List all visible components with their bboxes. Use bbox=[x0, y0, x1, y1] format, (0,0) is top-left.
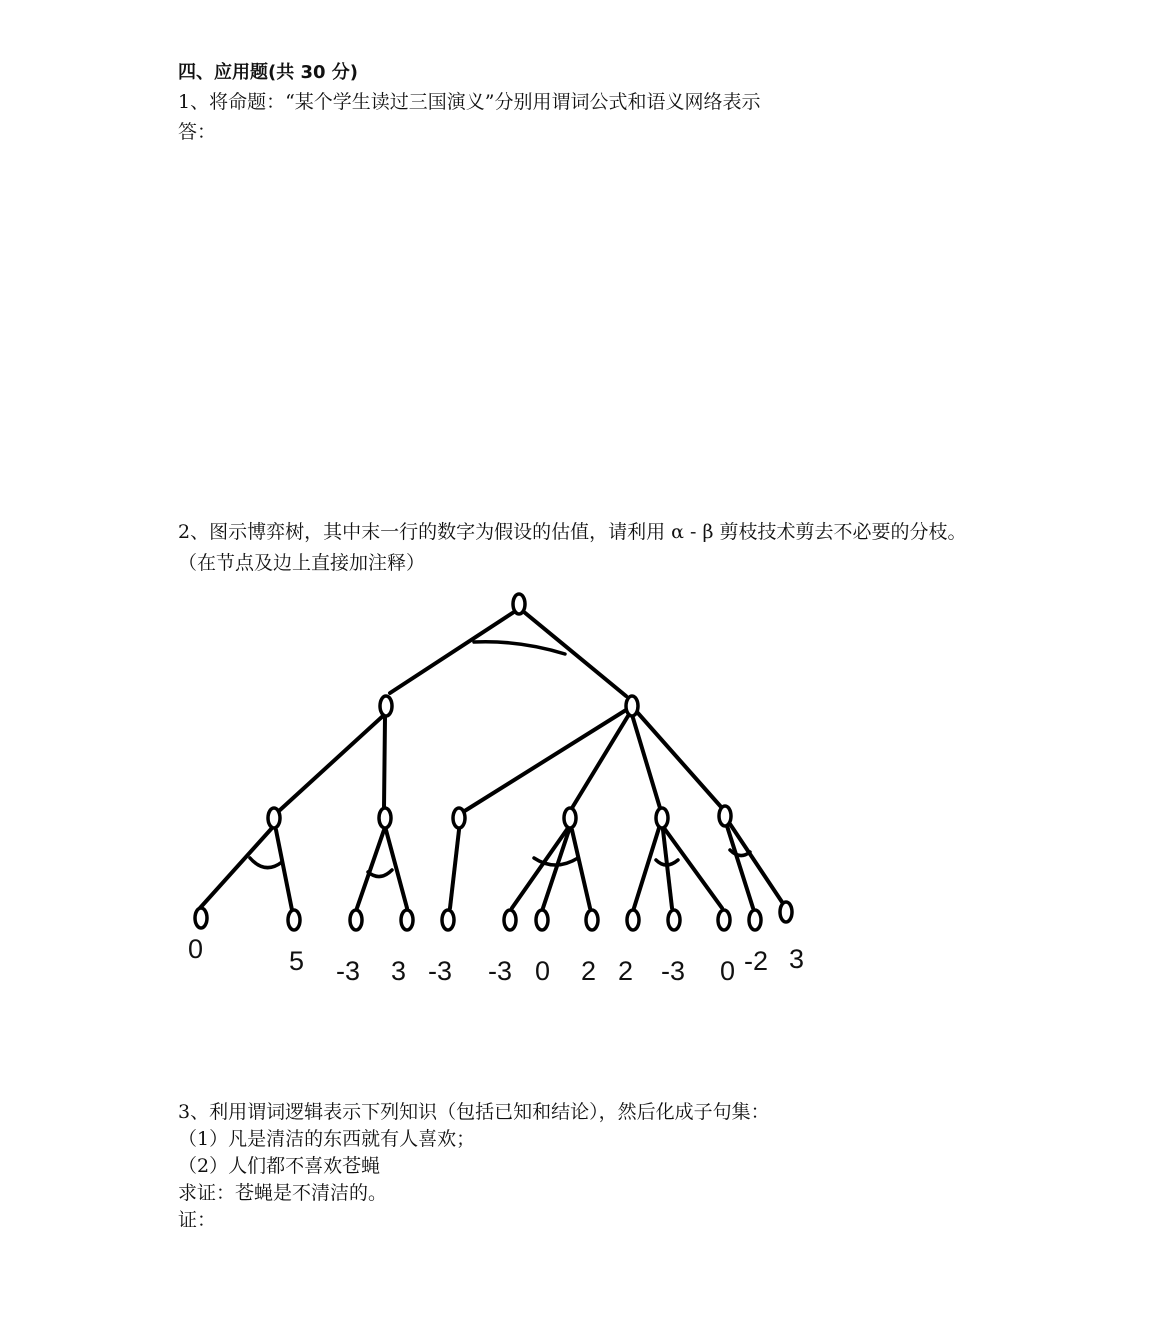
question-3-item-1: （1）凡是清洁的东西就有人喜欢； bbox=[178, 1128, 476, 1150]
tree-edge bbox=[572, 830, 590, 908]
leaf-value: -3 bbox=[428, 956, 453, 986]
tree-edge bbox=[634, 828, 659, 908]
tree-edge bbox=[276, 830, 292, 910]
leaf-value: 5 bbox=[289, 946, 305, 976]
leaf-value: -3 bbox=[661, 956, 686, 986]
tree-node bbox=[656, 808, 668, 828]
leaf-value: -3 bbox=[488, 956, 513, 986]
leaf-value: 2 bbox=[618, 956, 634, 986]
leaf-value: -3 bbox=[336, 956, 361, 986]
section-title: 四、应用题(共 30 分) bbox=[178, 62, 359, 83]
question-3-item-2: （2）人们都不喜欢苍蝇 bbox=[178, 1155, 381, 1177]
tree-node bbox=[379, 808, 391, 828]
tree-leaf-node bbox=[401, 910, 413, 930]
tree-edge bbox=[390, 612, 514, 693]
leaf-value: -2 bbox=[744, 946, 769, 976]
leaf-value: 0 bbox=[720, 956, 736, 986]
tree-node bbox=[453, 808, 465, 828]
tree-node bbox=[268, 808, 280, 828]
tree-node bbox=[380, 696, 392, 716]
tree-edges bbox=[200, 612, 782, 910]
tree-edge bbox=[572, 716, 628, 808]
tree-leaf-node bbox=[780, 902, 792, 922]
tree-edge bbox=[663, 830, 672, 908]
tree-edge bbox=[357, 830, 384, 908]
tree-leaf-node bbox=[350, 910, 362, 930]
tree-edge bbox=[280, 715, 384, 810]
tree-leaf-node bbox=[195, 908, 207, 928]
cut-arc bbox=[250, 858, 282, 868]
tree-edge bbox=[450, 830, 459, 908]
question-2-note: （在节点及边上直接加注释） bbox=[178, 552, 426, 574]
tree-edge bbox=[386, 830, 407, 908]
leaf-value: 3 bbox=[391, 956, 407, 986]
question-3-goal: 求证：苍蝇是不清洁的。 bbox=[178, 1182, 388, 1204]
question-1-answer-label: 答： bbox=[178, 121, 217, 143]
tree-edge bbox=[512, 828, 568, 908]
tree-leaf-node bbox=[668, 910, 680, 930]
tree-node bbox=[626, 696, 638, 716]
leaf-value: 2 bbox=[581, 956, 597, 986]
tree-leaf-node bbox=[442, 910, 454, 930]
question-1-prompt: 1、将命题：“某个学生读过三国演义”分别用谓词公式和语义网络表示 bbox=[178, 91, 761, 113]
leaf-values bbox=[188, 934, 804, 986]
leaf-value: 0 bbox=[188, 934, 204, 964]
tree-node-root bbox=[513, 594, 525, 614]
tree-edge bbox=[384, 717, 385, 808]
question-3-proof-label: 证： bbox=[178, 1209, 217, 1231]
tree-node bbox=[719, 806, 731, 826]
question-3-prompt: 3、利用谓词逻辑表示下列知识（包括已知和结论），然后化成子句集： bbox=[178, 1101, 770, 1123]
leaf-value: 3 bbox=[789, 944, 805, 974]
tree-edge bbox=[524, 612, 626, 696]
tree-leaf-node bbox=[504, 910, 516, 930]
tree-edge bbox=[664, 828, 722, 908]
tree-leaf-node bbox=[749, 910, 761, 930]
question-2-prompt: 2、图示博弈树，其中末一行的数字为假设的估值，请利用 α - β 剪枝技术剪去不必要的分枝。 bbox=[178, 521, 967, 543]
tree-leaf-node bbox=[536, 910, 548, 930]
leaf-value: 0 bbox=[535, 956, 551, 986]
tree-node bbox=[564, 808, 576, 828]
tree-leaf-node bbox=[288, 910, 300, 930]
tree-leaf-node bbox=[586, 910, 598, 930]
tree-leaf-node bbox=[627, 910, 639, 930]
cut-arc bbox=[474, 642, 565, 654]
tree-edge bbox=[637, 712, 722, 808]
tree-leaf-node bbox=[718, 910, 730, 930]
